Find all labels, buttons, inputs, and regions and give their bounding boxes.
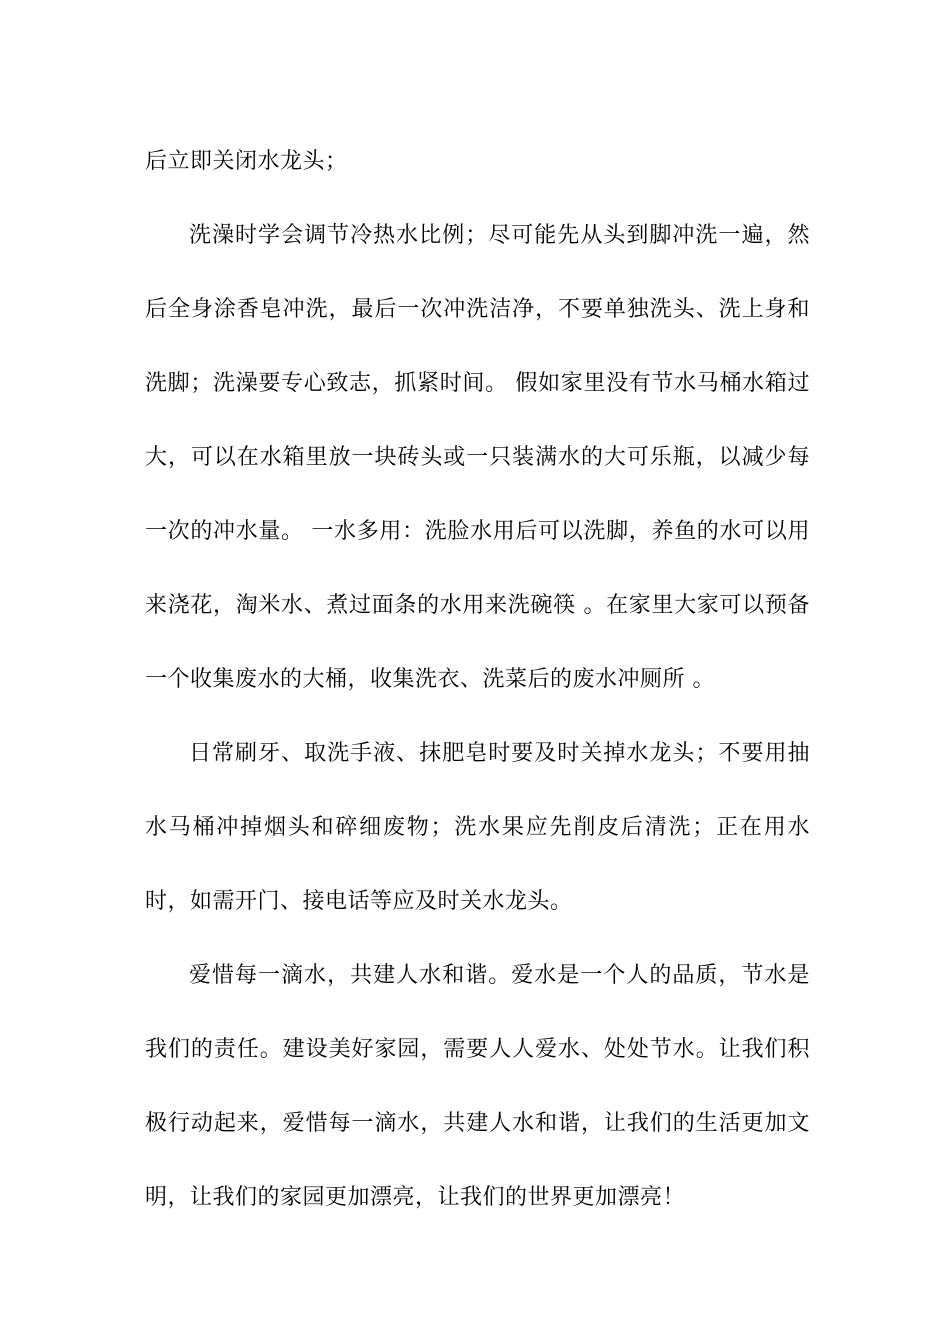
paragraph-daily-habits: 日常刷牙、取洗手液、抹肥皂时要及时关掉水龙头；不要用抽水马桶冲掉烟头和碎细废物；洗水果应先削皮后清洗；正在用水时，如需开门、接电话等应及时关水龙头。 — [145, 741, 810, 914]
paragraph-conclusion: 爱惜每一滴水，共建人水和谐。爱水是一个人的品质，节水是我们的责任。建设美好家园，需要人人爱水、处处节水。让我们积极行动起来，爱惜每一滴水，共建人水和谐，让我们的生活更加文明，让我们的家园更加漂亮，让我们的世界更加漂亮！ — [145, 963, 810, 1210]
paragraph-continuation: 后立即关闭水龙头； — [145, 149, 348, 174]
paragraph-bathing-tips: 洗澡时学会调节冷热水比例；尽可能先从头到脚冲洗一遍，然后全身涂香皂冲洗，最后一次冲洗洁净，不要单独洗头、洗上身和洗脚；洗澡要专心致志，抓紧时间。 假如家里没有节水马桶水箱过大，可以在水箱里放一块砖头或一只装满水的大可乐瓶，以减少每一次的冲水量。 一水多用：洗脸水用后可以洗脚，养鱼的水可以用来浇花，淘米水、煮过面条的水用来洗碗筷 。在家里大家可以预备一个收集废水的大桶，收集洗衣、洗菜后的废水冲厕所 。 — [145, 223, 810, 692]
document-body — [145, 125, 810, 1235]
